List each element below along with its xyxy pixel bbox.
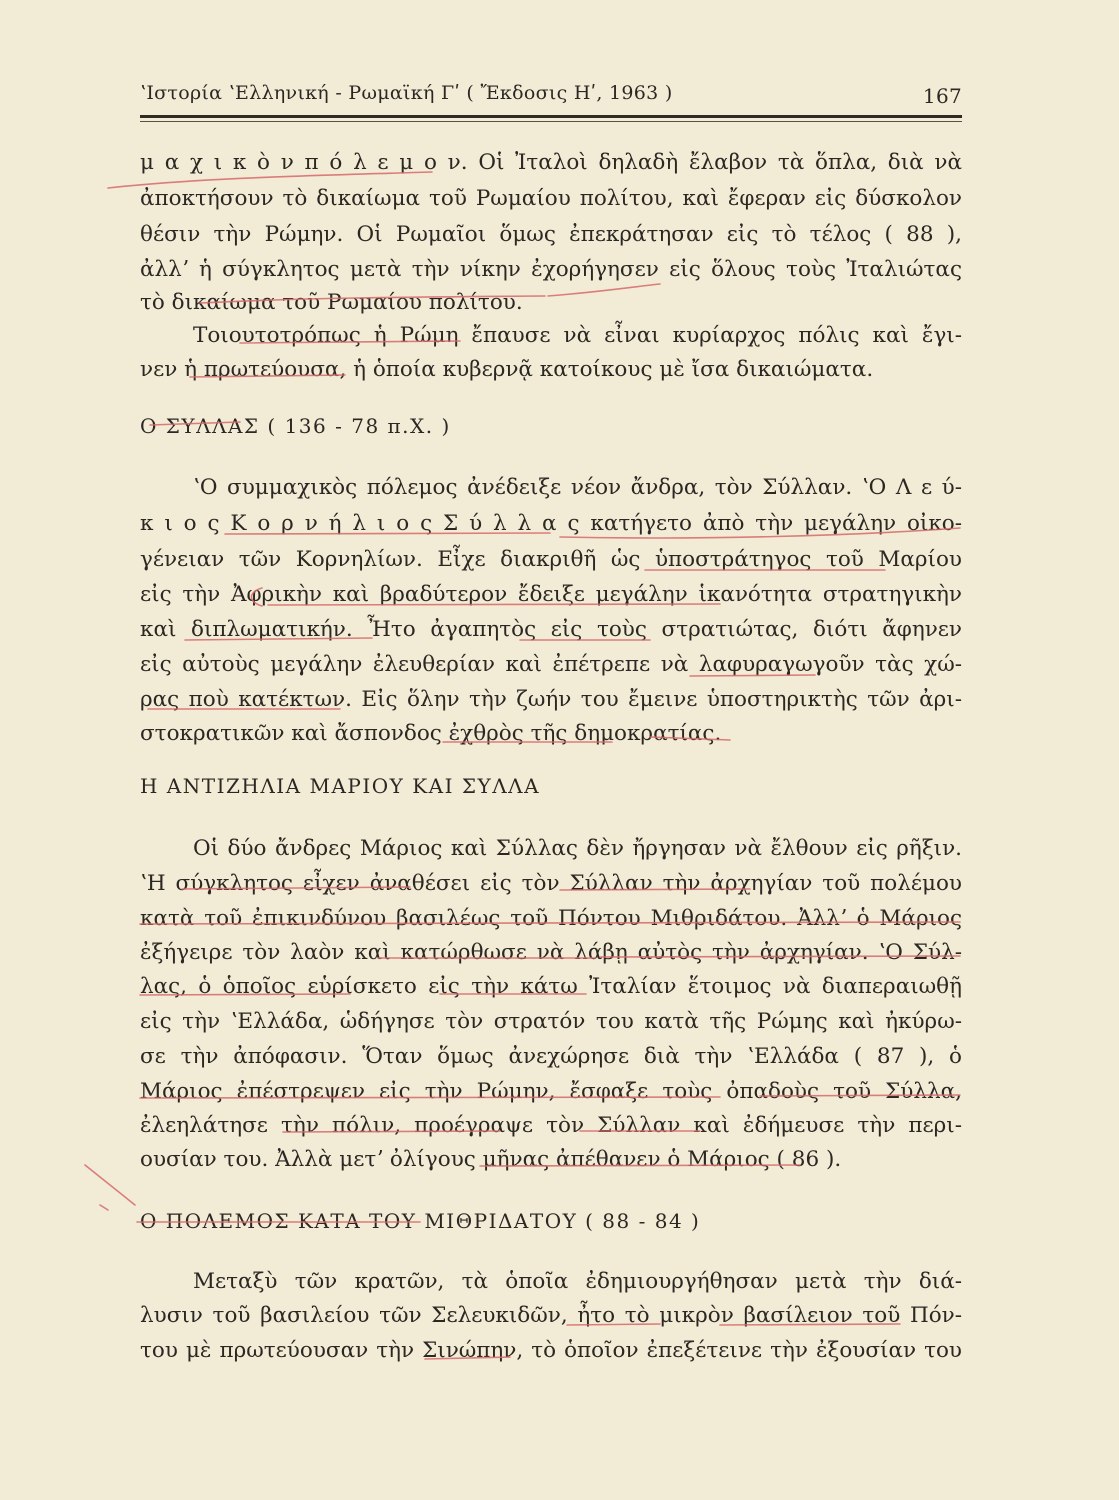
body-line: Μάριος ἐπέστρεψεν εἰς τὴν Ρώμην, ἔσφαξε τοὺς ὀπαδοὺς τοῦ Σύλλα, <box>140 1079 962 1104</box>
running-title: ʽΙστορία ʽΕλληνική - Ρωμαϊκή Γʹ ( Ἔκδοσις Ηʹ, 1963 ) <box>140 82 673 104</box>
body-line: ἐξήγειρε τὸν λαὸν καὶ κατώρθωσε νὰ λάβῃ αὐτὸς τὴν ἀρχηγίαν. ʽΟ Σύλ- <box>140 940 962 965</box>
body-line: ʽΗ σύγκλητος εἶχεν ἀναθέσει εἰς τὸν Σύλλαν τὴν ἀρχηγίαν τοῦ πολέμου <box>140 871 962 896</box>
body-line: μ α χ ι κ ὸ ν π ό λ ε μ ο ν. Οἱ Ἰταλοὶ δηλαδὴ ἔλαβον τὰ ὅπλα, διὰ νὰ <box>140 150 962 175</box>
body-line: Μεταξὺ τῶν κρατῶν, τὰ ὁποῖα ἐδημιουργήθησαν μετὰ τὴν διά- <box>193 1269 962 1294</box>
body-line: Τοιουτοτρόπως ἡ Ρώμη ἔπαυσε νὰ εἶναι κυρίαρχος πόλις καὶ ἔγι- <box>193 323 962 348</box>
body-line: σε τὴν ἀπόφασιν. Ὅταν ὅμως ἀνεχώρησε διὰ τὴν ʽΕλλάδα ( 87 ), ὁ <box>140 1044 962 1069</box>
body-line: εἰς τὴν ʽΕλλάδα, ὡδήγησε τὸν στρατόν του κατὰ τῆς Ρώμης καὶ ἠκύρω- <box>140 1009 962 1034</box>
header-rule-thin <box>140 121 962 122</box>
body-line: κ ι ο ς Κ ο ρ ν ή λ ι ο ς Σ ύ λ λ α ς κατήγετο ἀπὸ τὴν μεγάλην οἰκο- <box>140 511 962 536</box>
body-line: ἐλεηλάτησε τὴν πόλιν, προέγραψε τὸν Σύλλαν καὶ ἐδήμευσε τὴν περι- <box>140 1113 962 1138</box>
header-rule-thick <box>140 115 962 118</box>
section-heading-mithridates: Ο ΠΟΛΕΜΟΣ ΚΑΤΑ ΤΟΥ ΜΙΘΡΙΔΑΤΟΥ ( 88 - 84 ) <box>140 1209 701 1233</box>
body-line: στοκρατικῶν καὶ ἄσπονδος ἐχθρὸς τῆς δημοκρατίας. <box>140 721 722 746</box>
body-line: τὸ δικαίωμα τοῦ Ρωμαίου πολίτου. <box>140 290 523 315</box>
section-heading-sulla: Ο ΣΥΛΛΑΣ ( 136 - 78 π.Χ. ) <box>140 414 451 438</box>
body-line: νεν ἡ πρωτεύουσα, ἡ ὁποία κυβερνᾷ κατοίκους μὲ ἴσα δικαιώματα. <box>140 357 874 382</box>
body-line: γένειαν τῶν Κορνηλίων. Εἶχε διακριθῆ ὡς ὑποστράτηγος τοῦ Μαρίου <box>140 547 962 572</box>
body-line: του μὲ πρωτεύουσαν τὴν Σινώπην, τὸ ὁποῖον ἐπεξέτεινε τὴν ἐξουσίαν του <box>140 1338 962 1363</box>
body-line: ρας ποὺ κατέκτων. Εἰς ὅλην τὴν ζωήν του ἔμεινε ὑποστηρικτὴς τῶν ἀρι- <box>140 687 962 712</box>
body-line: ἀλλʼ ἡ σύγκλητος μετὰ τὴν νίκην ἐχορήγησεν εἰς ὅλους τοὺς Ἰταλιώτας <box>140 257 962 282</box>
body-line: ʽΟ συμμαχικὸς πόλεμος ἀνέδειξε νέον ἄνδρα, τὸν Σύλλαν. ʽΟ Λ ε ύ- <box>193 475 962 500</box>
body-line: λυσιν τοῦ βασιλείου τῶν Σελευκιδῶν, ἦτο τὸ μικρὸν βασίλειον τοῦ Πόν- <box>140 1303 962 1328</box>
body-line: καὶ διπλωματικήν. Ἦτο ἀγαπητὸς εἰς τοὺς στρατιώτας, διότι ἄφηνεν <box>140 617 962 642</box>
body-line: εἰς αὐτοὺς μεγάλην ἐλευθερίαν καὶ ἐπέτρεπε νὰ λαφυραγωγοῦν τὰς χώ- <box>140 652 962 677</box>
body-line: εἰς τὴν Ἀφρικὴν καὶ βραδύτερον ἔδειξε μεγάλην ἱκανότητα στρατηγικὴν <box>140 582 962 607</box>
body-line: ἀποκτήσουν τὸ δικαίωμα τοῦ Ρωμαίου πολίτου, καὶ ἔφεραν εἰς δύσκολον <box>140 186 962 211</box>
section-heading-rivalry: Η ΑΝΤΙΖΗΛΙΑ ΜΑΡΙΟΥ ΚΑΙ ΣΥΛΛΑ <box>140 774 541 798</box>
body-line: ουσίαν του. Ἀλλὰ μετʼ ὀλίγους μῆνας ἀπέθανεν ὁ Μάριος ( 86 ). <box>140 1147 842 1172</box>
page-number: 167 <box>922 84 962 108</box>
margin-mark <box>85 1165 135 1210</box>
body-line: Οἱ δύο ἄνδρες Μάριος καὶ Σύλλας δὲν ἤργησαν νὰ ἔλθουν εἰς ρῆξιν. <box>193 836 962 861</box>
body-line: κατὰ τοῦ ἐπικινδύνου βασιλέως τοῦ Πόντου Μιθριδάτου. Ἀλλʼ ὁ Μάριος <box>140 906 962 931</box>
body-line: θέσιν τὴν Ρώμην. Οἱ Ρωμαῖοι ὅμως ἐπεκράτησαν εἰς τὸ τέλος ( 88 ), <box>140 222 962 247</box>
body-line: λας, ὁ ὁποῖος εὑρίσκετο εἰς τὴν κάτω Ἰταλίαν ἕτοιμος νὰ διαπεραιωθῇ <box>140 974 962 999</box>
running-header <box>140 78 962 110</box>
